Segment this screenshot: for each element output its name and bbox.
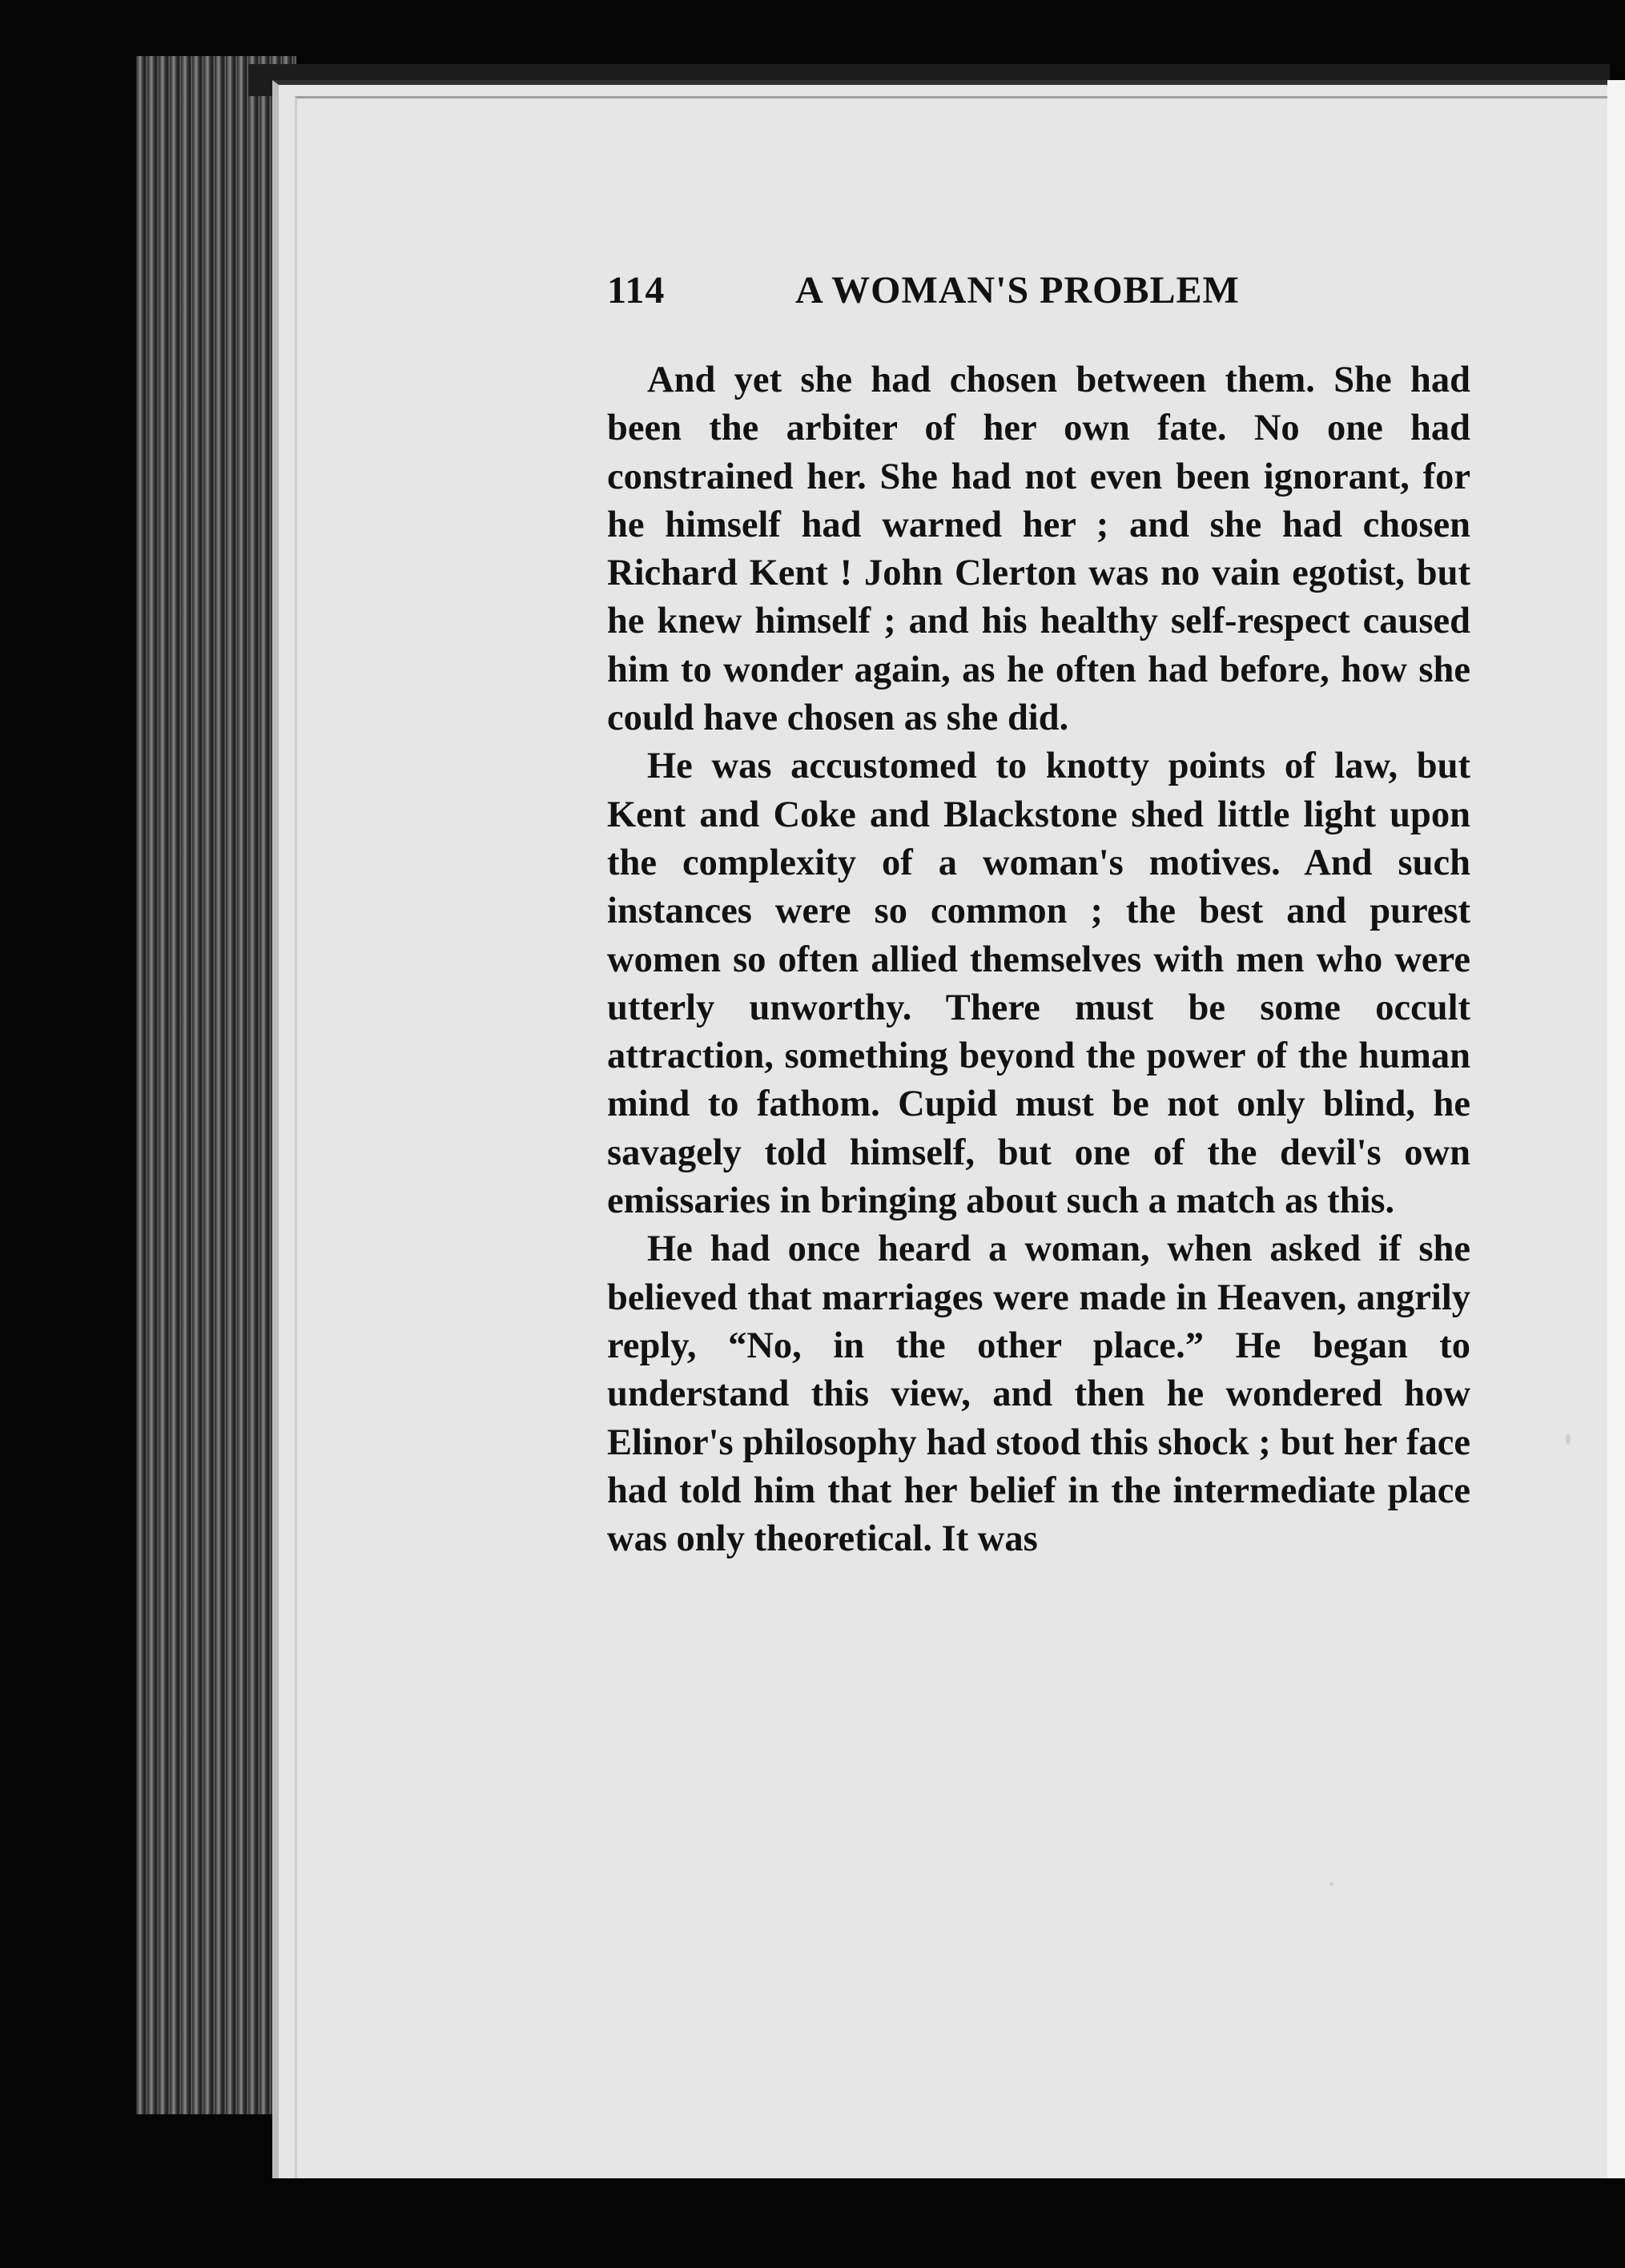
body-text [607,356,1470,1563]
page-number: 114 [607,269,666,312]
running-head [607,268,1488,324]
paper-speck [1329,1882,1333,1886]
paper-speck [1566,1434,1571,1445]
page-right-edge [1607,80,1625,2178]
paragraph-1: And yet she had chosen between them. She had been the arbiter of her own fate. No one had constrained her. She had not even been ignorant, for he himself had warned her ; and she had chosen Richard Kent ! John Clerton was no vain egotist, but he knew himself ; and his healthy self-respect caused him to wonder again, as he often had before, how she could have chosen as she did. [607,360,1470,739]
paragraph-3: He had once heard a woman, when asked if she believed that marriages were made in Heaven, angrily reply, “No, in the other place.” He began to understand this view, and then he wondered how Elinor's philosophy had stood this shock ; but her face had told him that her belief in the intermediate place was only theoretical. It was [607,1228,1470,1560]
paragraph-2: He was accustomed to knotty points of law, but Kent and Coke and Blackstone shed little light upon the complexity of a woman's motives. And such instances were so common ; the best and purest women so often allied themselves with men who were utterly unworthy. There must be some occult attraction, something beyond the power of the human mind to fathom. Cupid must be not only blind, he savagely told himself, but one of the devil's own emissaries in bringing about such a match as this. [607,746,1470,1222]
running-title: A WOMAN'S PROBLEM [795,269,1240,312]
